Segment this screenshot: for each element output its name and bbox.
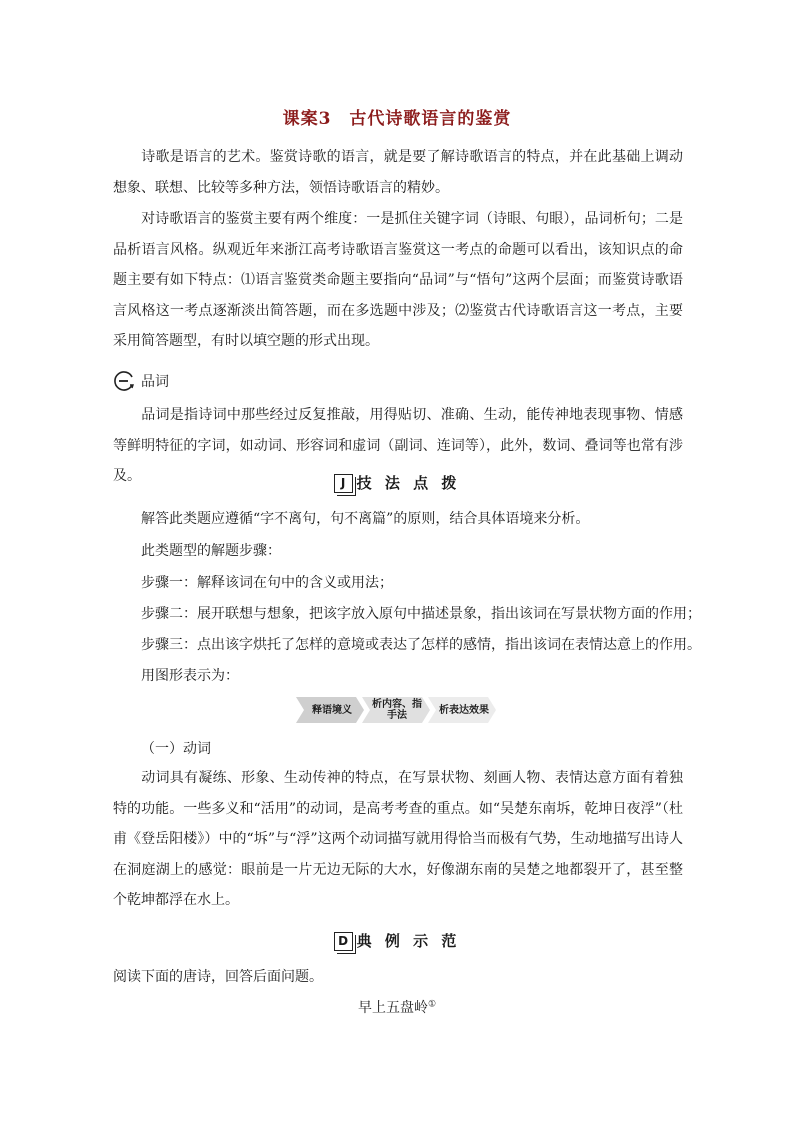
- section-heading-pinci: [113, 368, 169, 394]
- section-one-icon: [113, 370, 135, 392]
- jifa-line: 用图形表示为：: [141, 668, 239, 684]
- poem-title: [0, 997, 794, 1017]
- intro-paragraph-1: [113, 142, 683, 203]
- dongci-paragraph: [113, 763, 683, 916]
- poem-title-text: 早上五盘岭: [357, 1000, 428, 1016]
- intro-paragraph-2-text: 对诗歌语言的鉴赏主要有两个维度：一是抓住关键字词（诗眼、句眼），品词析句；二是品析语言风格。纵观近年来浙江高考诗歌语言鉴赏这一考点的命题可以看出，该知识点的命题主要有如下特点：⑴语言鉴赏类命题主要指向“品词”与“悟句”这两个层面；而鉴赏诗歌语言风格这一考点逐渐淡出简答题，而在多选题中涉及；⑵鉴赏古代诗歌语言这一考点，主要采用简答题型，有时以填空题的形式出现。: [113, 211, 683, 349]
- jifa-line: 此类题型的解题步骤：: [141, 543, 281, 559]
- intro-paragraph-1-text: 诗歌是语言的艺术。鉴赏诗歌的语言，就是要了解诗歌语言的特点，并在此基础上调动想象、联想、比较等多种方法，领悟诗歌语言的精妙。: [113, 149, 683, 196]
- dongci-paragraph-text: 动词具有凝练、形象、生动传神的特点，在写景状物、刻画人物、表情达意方面有着独特的功能。一些多义和“活用”的动词，是高考考查的重点。如“吴楚东南坼，乾坤日夜浮”（杜甫《登岳阳楼》）中的“坼”与“浮”这两个动词描写就用得恰当而极有气势，生动地描写出诗人在洞庭湖上的感觉：眼前是一片无边无际的大水，好像湖东南的吴楚之地都裂开了，甚至整个乾坤都浮在水上。: [113, 770, 683, 908]
- jifa-heading-text: 技 法 点 拨: [356, 474, 461, 492]
- dianli-badge-icon: D: [334, 932, 353, 951]
- flow-step-3: 析表达效果: [439, 704, 489, 716]
- jifa-heading: [0, 472, 794, 493]
- poem-footnote-mark: ①: [427, 999, 437, 1010]
- jifa-badge-icon: J: [334, 474, 353, 493]
- intro-paragraph-2: [113, 204, 683, 357]
- steps-flow-diagram: [296, 697, 496, 723]
- jifa-line: 步骤二：展开联想与想象，把该字放入原句中描述景象，指出该词在写景状物方面的作用；: [141, 606, 701, 622]
- pinci-paragraph-text: 品词是指诗词中那些经过反复推敲，用得贴切、准确、生动，能传神地表现事物、情感等鲜明特征的字词，如动词、形容词和虚词（副词、连词等），此外，数词、叠词等也常有涉及。: [113, 407, 683, 484]
- flow-step-2: 析内容、指手法: [372, 699, 422, 721]
- page-title: 课案3 古代诗歌语言的鉴赏: [282, 109, 512, 129]
- jifa-line: 步骤三：点出该字烘托了怎样的意境或表达了怎样的感情，指出该词在表情达意上的作用。: [141, 637, 701, 653]
- flow-step-1: 释语境义: [312, 704, 352, 716]
- jifa-line: 解答此类题应遵循“字不离句，句不离篇”的原则，结合具体语境来分析。: [141, 511, 590, 527]
- question-prompt: 阅读下面的唐诗，回答后面问题。: [113, 969, 323, 985]
- dianli-heading-text: 典 例 示 范: [356, 932, 461, 950]
- section-label: 品词: [141, 374, 169, 390]
- jifa-line: 步骤一：解释该词在句中的含义或用法；: [141, 575, 393, 591]
- dianli-heading: [0, 930, 794, 951]
- dongci-heading: （一）动词: [141, 741, 211, 757]
